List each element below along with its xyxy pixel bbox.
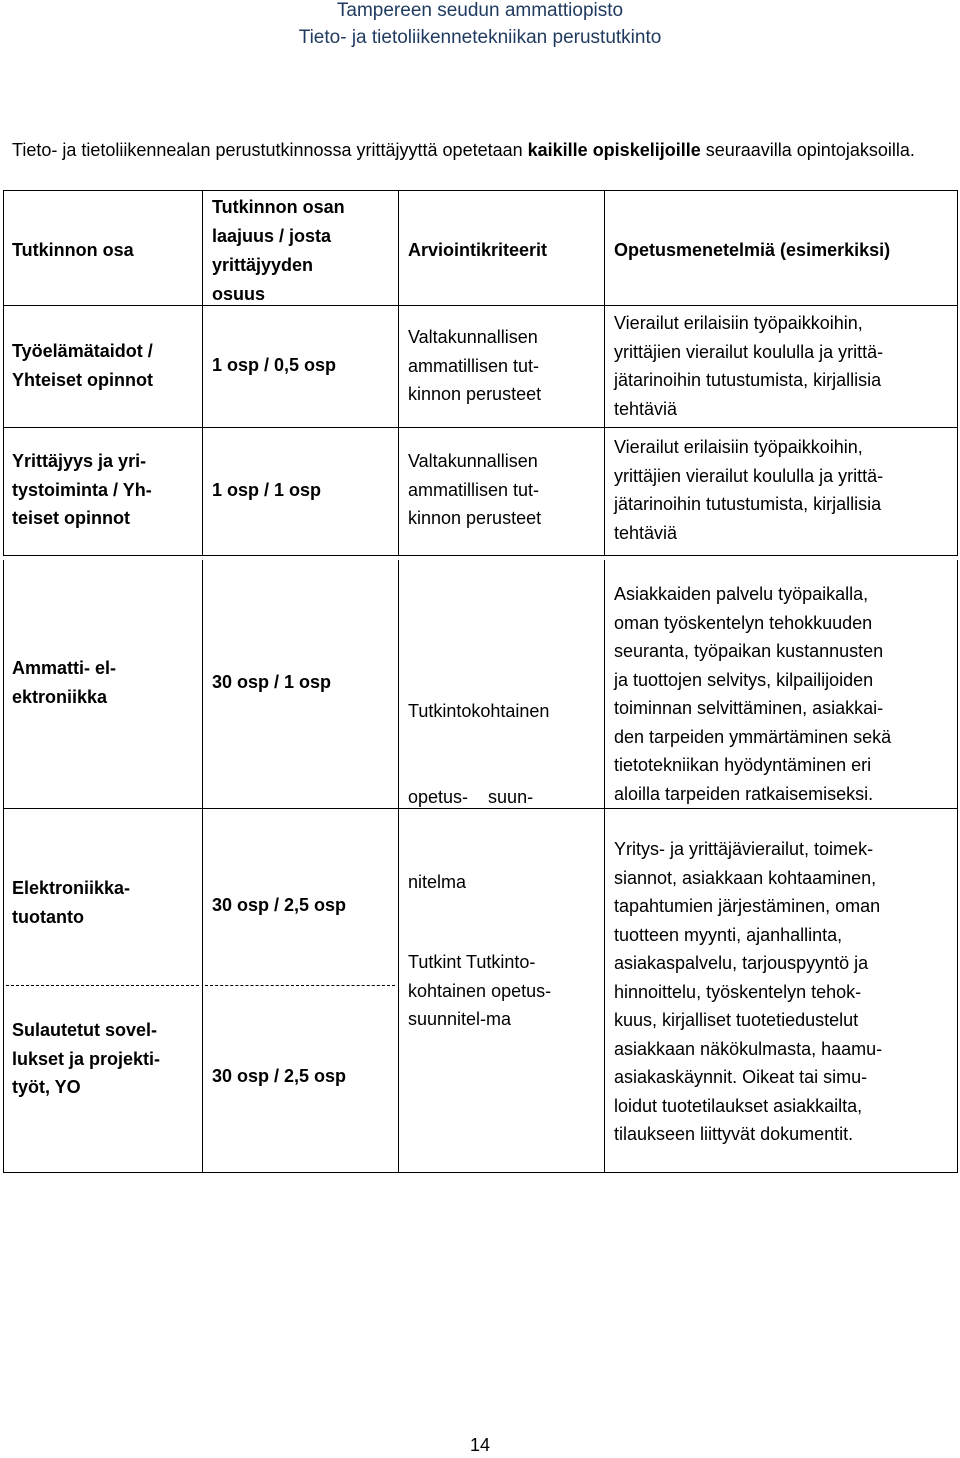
cell-line: kinnon perusteet <box>408 384 542 404</box>
table1-left-border <box>3 190 4 556</box>
cell-line: työt, YO <box>12 1077 81 1097</box>
table1-header-arviointikriteerit: Arviointikriteerit <box>408 240 548 260</box>
cell-line: Vierailut erilaisiin työpaikkoihin, <box>614 437 863 457</box>
table1-bottom-border <box>3 555 958 556</box>
cell-line: siannot, asiakkaan kohtaaminen, <box>614 867 877 888</box>
table1-header-divider <box>3 305 958 306</box>
table2-col-divider-3 <box>604 560 605 1173</box>
table2-row2-laajuus-b: 30 osp / 2,5 osp <box>212 1066 347 1086</box>
table1-header-opetusmenetelmat: Opetusmenetelmiä (esimerkiksi) <box>614 240 891 260</box>
cell-line: Elektroniikka- <box>12 878 131 898</box>
intro-paragraph <box>12 136 952 164</box>
cell-line: seuranta, työpaikan kustannusten <box>614 641 884 661</box>
table1-header-laajuus <box>212 193 345 309</box>
table2-row1-osa <box>12 654 142 711</box>
cell-line: Ammatti- el- <box>12 658 117 678</box>
intro-text-pre: Tieto- ja tietoliikennealan perustutkinnossa yrittäjyyttä opetetaan <box>12 140 528 160</box>
cell-line: yrittäjien vierailut koululla ja yrittä- <box>614 465 884 486</box>
table1-row2-laajuus: 1 osp / 1 osp <box>212 480 322 500</box>
table1-row2-menetelmat <box>614 433 883 547</box>
cell-line: Tutkint Tutkinto- <box>408 952 536 972</box>
table1-row1-kriteerit <box>408 323 541 409</box>
cell-line: kinnon perusteet <box>408 508 542 528</box>
table2-row2-kriteerit <box>408 948 551 1034</box>
cell-line: tehtäviä <box>614 522 678 543</box>
cell-line: lukset ja projekti- <box>12 1048 161 1069</box>
table1-row2-osa <box>12 447 152 533</box>
table1-row1-osa <box>12 337 153 394</box>
cell-line: asiakkaan näkökulmasta, haamu- <box>614 1038 883 1059</box>
cell-line: oman työskentelyn tehokkuuden <box>614 612 873 633</box>
intro-text-bold: kaikille opiskelijoille <box>527 140 701 160</box>
table1-header-tutkinnon-osa: Tutkinnon osa <box>12 240 134 260</box>
cell-line: teiset opinnot <box>12 508 130 528</box>
cell-line: tietotekniikan hyödyntäminen eri <box>614 755 872 775</box>
table2-col-divider-1 <box>202 560 203 1173</box>
table2-row2-laajuus-a: 30 osp / 2,5 osp <box>212 895 347 915</box>
table1-right-border <box>957 190 958 556</box>
cell-line: hinnoittelu, työskentelyn tehok- <box>614 981 862 1002</box>
table2-row2-osa-elektroniikkatuotanto <box>12 874 130 931</box>
cell-line: jätarinoihin tutustumista, kirjallisia <box>614 494 882 514</box>
table2-dashed-divider-col2 <box>205 985 395 986</box>
table1-row-divider <box>3 427 958 428</box>
cell-line: ammatillisen tut- <box>408 479 540 500</box>
cell-line: toiminnan selvittäminen, asiakkai- <box>614 698 884 718</box>
table1-header-laajuus-line: Tutkinnon osan <box>212 197 345 217</box>
cell-line: Sulautetut sovel- <box>12 1020 158 1040</box>
cell-line: Vierailut erilaisiin työpaikkoihin, <box>614 313 863 333</box>
cell-line: ammatillisen tut- <box>408 355 540 376</box>
table1-col-divider-3 <box>604 190 605 556</box>
cell-line: yrittäjien vierailut koululla ja yrittä- <box>614 341 884 362</box>
page-number: 14 <box>469 1435 491 1455</box>
table1-header-laajuus-line: osuus <box>212 284 266 304</box>
table2-row1-laajuus: 30 osp / 1 osp <box>212 672 332 692</box>
cell-line: asiakaspalvelu, tarjouspyyntö ja <box>614 953 869 973</box>
cell-line: tuotteen myynti, ajanhallinta, <box>614 924 843 945</box>
cell-line: Valtakunnallisen <box>408 451 538 471</box>
table1-col-divider-1 <box>202 190 203 556</box>
cell-line: tapahtumien järjestäminen, oman <box>614 896 881 916</box>
document-header-degree: Tieto- ja tietoliikennetekniikan perustutkinto <box>298 27 662 48</box>
table1-col-divider-2 <box>398 190 399 556</box>
cell-line: Yhteiset opinnot <box>12 369 153 390</box>
cell-line: Työelämätaidot / <box>12 341 153 361</box>
cell-line: ektroniikka <box>12 686 108 707</box>
document-header-school: Tampereen seudun ammattiopisto <box>336 0 624 21</box>
cell-line: kuus, kirjalliset tuotetiedustelut <box>614 1010 859 1030</box>
table2-bottom-border <box>3 1172 958 1173</box>
cell-line: nitelma <box>408 872 467 892</box>
table1-top-border <box>3 190 958 191</box>
table2-row2-osa-sulautetut <box>12 1016 160 1102</box>
table1-row2-kriteerit <box>408 447 541 533</box>
cell-line: Yritys- ja yrittäjävierailut, toimek- <box>614 839 874 859</box>
cell-line: tehtäviä <box>614 398 678 419</box>
cell-line: Valtakunnallisen <box>408 327 538 347</box>
cell-line: aloilla tarpeiden ratkaisemiseksi. <box>614 783 874 804</box>
table2-row1-menetelmat <box>614 580 891 808</box>
table1-row1-menetelmat <box>614 309 883 423</box>
table2-col-divider-2 <box>398 560 399 1173</box>
cell-line: tystoiminta / Yh- <box>12 479 152 500</box>
table2-left-border <box>3 560 4 1173</box>
cell-line: tilaukseen liittyvät dokumentit. <box>614 1124 854 1144</box>
table2-dashed-divider-col1 <box>6 985 199 986</box>
cell-line: opetus- suun- <box>408 786 534 807</box>
cell-line: kohtainen opetus- <box>408 980 552 1001</box>
table2-row2-menetelmat <box>614 835 882 1149</box>
cell-line: jätarinoihin tutustumista, kirjallisia <box>614 370 882 390</box>
table2-right-border <box>957 560 958 1173</box>
cell-line: loidut tuotetilaukset asiakkailta, <box>614 1095 863 1116</box>
cell-line: ja tuottojen selvitys, kilpailijoiden <box>614 669 874 690</box>
cell-line: asiakaskäynnit. Oikeat tai simu- <box>614 1067 868 1087</box>
intro-text-post: seuraavilla opintojaksoilla. <box>700 140 915 160</box>
cell-line: Yrittäjyys ja yri- <box>12 451 147 471</box>
table1-row1-laajuus: 1 osp / 0,5 osp <box>212 355 337 375</box>
cell-line: suunnitel-ma <box>408 1009 512 1029</box>
cell-line: den tarpeiden ymmärtäminen sekä <box>614 726 892 747</box>
cell-line: tuotanto <box>12 906 84 927</box>
cell-line: Asiakkaiden palvelu työpaikalla, <box>614 584 869 604</box>
cell-line: Tutkintokohtainen <box>408 701 550 721</box>
table1-header-laajuus-line: laajuus / josta <box>212 226 332 246</box>
table1-header-laajuus-line: yrittäjyyden <box>212 255 314 275</box>
table2-row1-kriteerit <box>408 640 549 925</box>
